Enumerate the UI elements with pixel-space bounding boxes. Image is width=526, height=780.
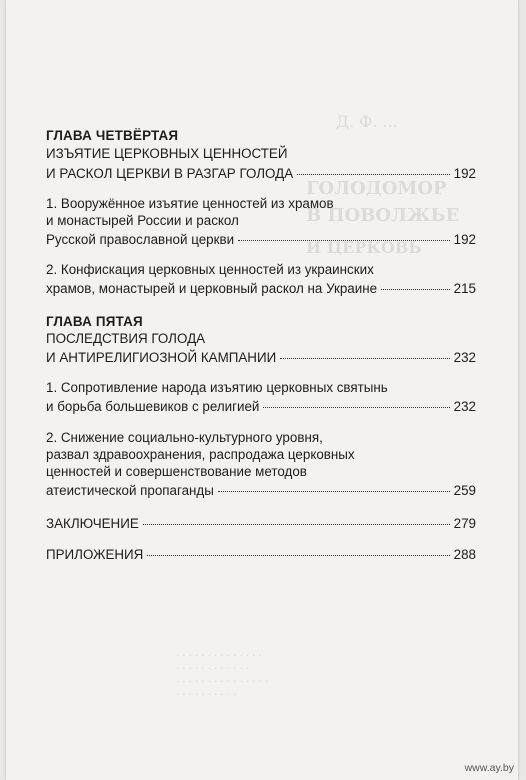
page-number: 192 [453,166,476,182]
dot-leader [147,542,449,556]
conclusion-entry[interactable] [46,514,476,531]
chapter-4-title-entry[interactable] [46,164,476,181]
chapter-4-title-line: ИЗЪЯТИЕ ЦЕРКОВНЫХ ЦЕННОСТЕЙ [46,146,288,161]
chapter-5-title-line: И АНТИРЕЛИГИОЗНОЙ КАМПАНИИ [46,350,277,366]
section-4-1-entry[interactable] [46,230,476,247]
page-number: 259 [453,483,476,499]
dot-leader [143,511,450,525]
section-5-2-line: 2. Снижение социально-культурного уровня, [46,430,323,445]
page-number: 232 [453,399,476,415]
section-4-2-line: 2. Конфискация церковных ценностей из украинских [46,262,374,277]
dot-leader [263,394,449,408]
dot-leader [218,478,450,492]
page-number: 232 [453,350,476,366]
page-number: 192 [453,232,476,248]
bleed-through-text: Д. Ф. ... [336,112,398,131]
section-5-2-line: ценностей и совершенствование методов [46,464,307,479]
chapter-5-title-entry[interactable] [46,348,476,365]
book-page [6,0,518,780]
page-number: 279 [453,516,476,532]
bleed-through-imprint: · · · · · · · · · · · · · · · · · · · · · · · · · · · · · · · · · · · · · · · · · · · · · · · · · · · [176,651,269,701]
chapter-4-title-line: И РАСКОЛ ЦЕРКВИ В РАЗГАР ГОЛОДА [46,166,294,182]
section-5-2-line: развал здравоохранения, распродажа церковных [46,447,355,462]
chapter-5-title-line: ПОСЛЕДСТВИЯ ГОЛОДА [46,331,206,346]
dot-leader [381,276,450,290]
bleed-through-text: ГОЛОДОМОР [306,178,447,199]
section-4-1-line: и монастырей России и раскол [46,213,239,228]
section-5-1-entry[interactable] [46,397,476,414]
chapter-4-heading: ГЛАВА ЧЕТВЁРТАЯ [46,128,179,143]
chapter-5-heading: ГЛАВА ПЯТАЯ [46,314,143,329]
dot-leader [238,227,450,241]
section-5-1-line: и борьба большевиков с религией [46,399,260,415]
page-number: 288 [453,547,476,563]
bleed-through-text: И ЦЕРКОВЬ [306,238,422,257]
dot-leader [280,345,449,359]
bleed-through-text: В ПОВОЛЖЬЕ [306,205,460,226]
conclusion-label: ЗАКЛЮЧЕНИЕ [46,516,139,532]
appendix-entry[interactable] [46,545,476,562]
section-5-2-line: атеистической пропаганды [46,483,214,499]
section-4-1-line: 1. Вооружённое изъятие ценностей из храмов [46,196,334,211]
section-4-2-line: храмов, монастырей и церковный раскол на Украине [46,281,378,297]
section-5-1-line: 1. Сопротивление народа изъятию церковных святынь [46,380,388,395]
section-5-2-entry[interactable] [46,481,476,498]
watermark: www.ay.by [464,762,514,774]
page-number: 215 [453,281,476,297]
section-4-2-entry[interactable] [46,279,476,296]
section-4-1-line: Русской православной церкви [46,232,235,248]
appendix-label: ПРИЛОЖЕНИЯ [46,547,144,563]
dot-leader [297,161,450,175]
